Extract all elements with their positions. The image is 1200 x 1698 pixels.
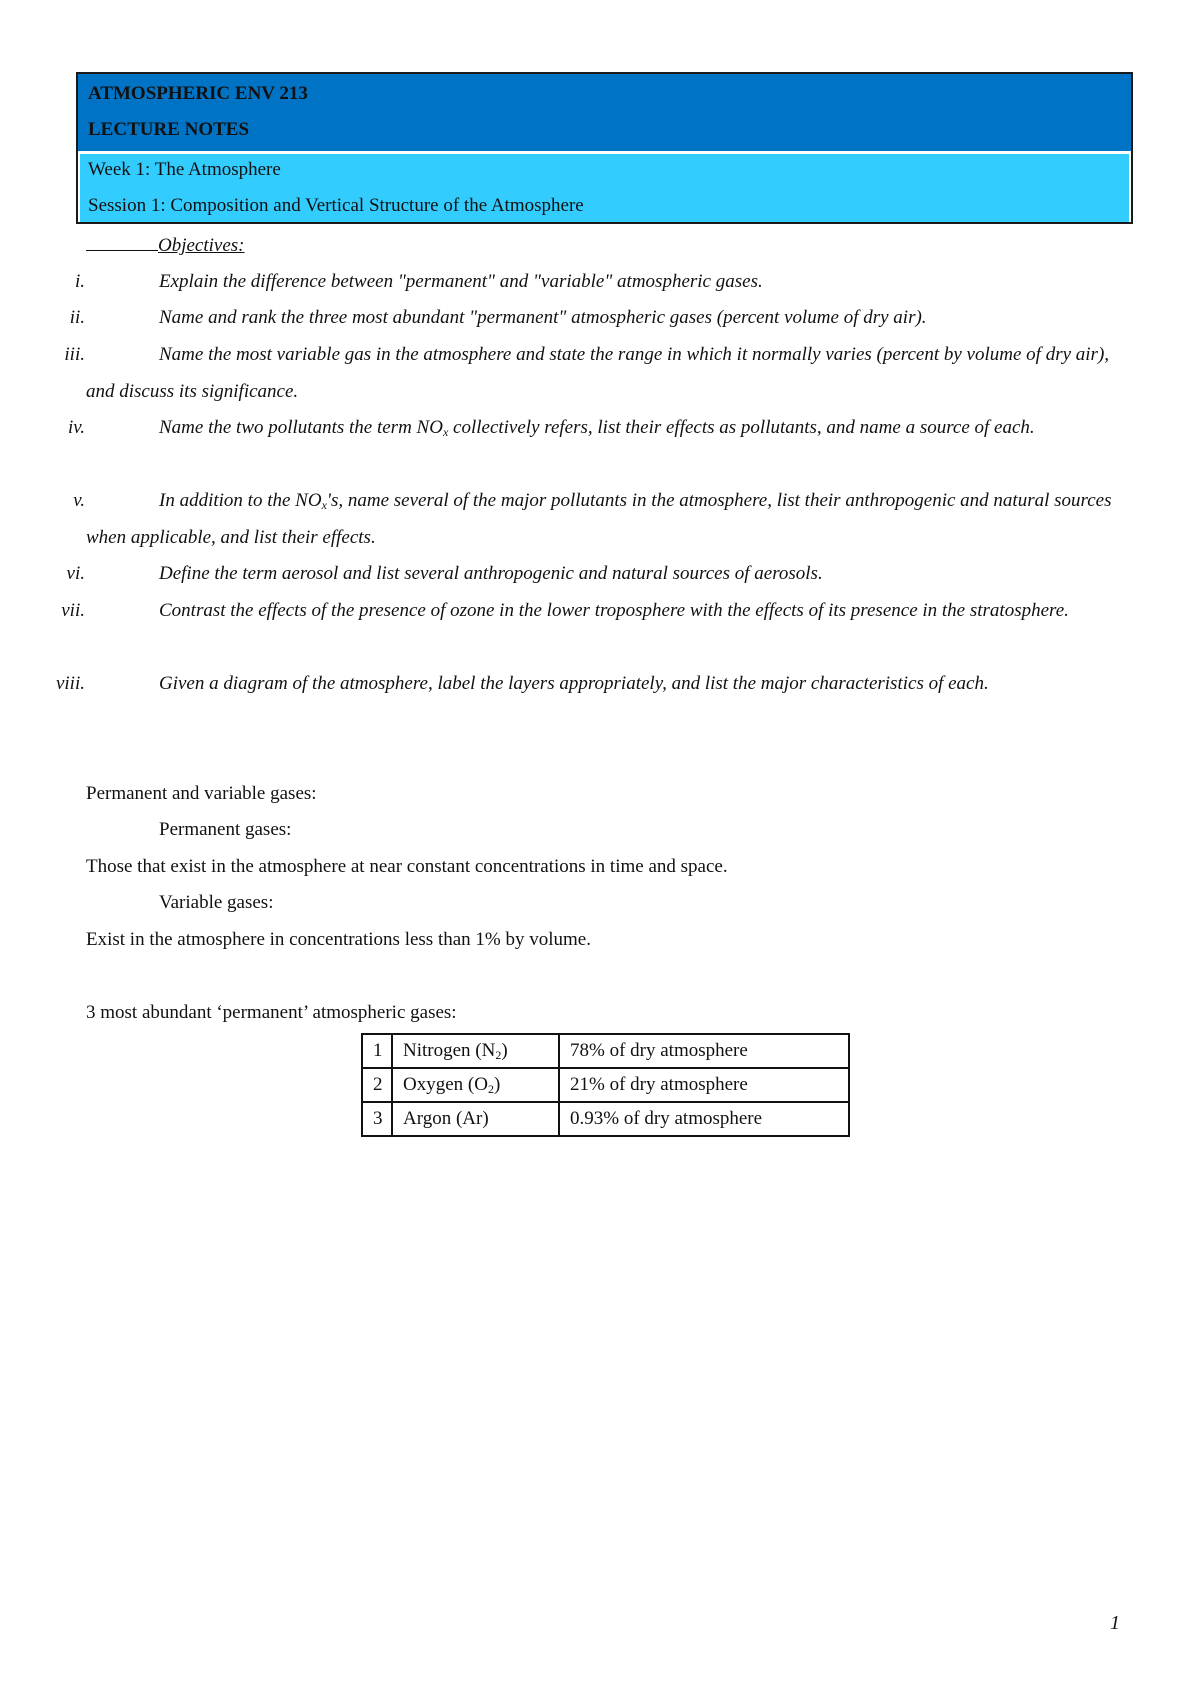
- objective-item: [0, 556, 1200, 593]
- title-header-box: [76, 72, 1133, 224]
- objective-item: [0, 410, 1200, 447]
- course-title: ATMOSPHERIC ENV 213: [88, 83, 308, 104]
- objective-number: v.: [73, 490, 85, 511]
- gas-cell: Oxygen $(O_2)$: [392, 1068, 559, 1102]
- lecture-notes-title: LECTURE NOTES: [88, 119, 250, 140]
- permanent-gases-label: Permanent gases:: [159, 819, 292, 840]
- objective-number: viii.: [55, 673, 85, 694]
- objective-text: Name the two pollutants the term $NO_x$ collectively refers, list their effects as pollutants, and name a source of each.: [159, 417, 1035, 439]
- week-title: Week 1: The Atmosphere: [88, 159, 281, 180]
- abundant-gases-table: [361, 1033, 850, 1137]
- session-title: Session 1: Composition and Vertical Structure of the Atmosphere: [88, 195, 584, 216]
- objective-number: vi.: [66, 563, 85, 584]
- course-banner: [78, 74, 1131, 151]
- variable-gases-label: Variable gases:: [159, 892, 274, 913]
- objective-text: In addition to the $NO_x's$, name several of the major pollutants in the atmosphere, list their anthropogenic and natural sources when applicable, and list their effects.: [86, 490, 1112, 548]
- objectives-heading: [86, 228, 245, 264]
- objective-text: Define the term aerosol and list several anthropogenic and natural sources of aerosols.: [159, 563, 823, 584]
- table-row: [362, 1102, 849, 1136]
- session-banner: [80, 154, 1129, 222]
- abundant-gases-title: 3 most abundant ‘permanent’ atmospheric gases:: [86, 1002, 457, 1023]
- page-number: 1: [1110, 1612, 1120, 1634]
- gas-cell: Nitrogen $(N_2)$: [392, 1034, 559, 1068]
- permanent-gases-text: Those that exist in the atmosphere at near constant concentrations in time and space.: [86, 856, 728, 877]
- objective-number: ii.: [69, 307, 85, 328]
- objective-item: [0, 666, 1200, 703]
- objective-text: Name the most variable gas in the atmosphere and state the range in which it normally varies (percent by volume of dry air), and discuss its significance.: [86, 344, 1110, 402]
- objective-text: Explain the difference between "permanent" and "variable" atmospheric gases.: [159, 271, 763, 292]
- variable-gases-text: Exist in the atmosphere in concentrations less than 1% by volume.: [86, 929, 591, 950]
- objective-text: Name and rank the three most abundant "permanent" atmospheric gases (percent volume of dry air).: [159, 307, 927, 328]
- table-row: [362, 1034, 849, 1068]
- objective-number: vii.: [61, 600, 85, 621]
- rank-cell: 1: [362, 1034, 392, 1068]
- share-cell: 78% of dry atmosphere: [559, 1034, 849, 1068]
- rank-cell: 2: [362, 1068, 392, 1102]
- objective-number: iv.: [67, 417, 85, 438]
- rank-cell: 3: [362, 1102, 392, 1136]
- objective-item: [0, 483, 1200, 556]
- objective-item: [0, 337, 1200, 410]
- objective-item: [0, 264, 1200, 301]
- objectives-heading-text: Objectives:: [158, 235, 245, 256]
- gas-cell: Argon (Ar): [392, 1102, 559, 1136]
- table-row: [362, 1068, 849, 1102]
- objective-item: [0, 300, 1200, 337]
- share-cell: 21% of dry atmosphere: [559, 1068, 849, 1102]
- objective-number: iii.: [64, 344, 85, 365]
- share-cell: 0.93% of dry atmosphere: [559, 1102, 849, 1136]
- section-title: Permanent and variable gases:: [86, 783, 317, 804]
- objective-text: Given a diagram of the atmosphere, label the layers appropriately, and list the major characteristics of each.: [159, 673, 989, 694]
- objective-number: i.: [74, 271, 85, 292]
- heading-underline: [86, 228, 158, 251]
- objective-item: [0, 593, 1200, 630]
- objective-text: Contrast the effects of the presence of ozone in the lower troposphere with the effects of its presence in the stratosphere.: [159, 600, 1069, 621]
